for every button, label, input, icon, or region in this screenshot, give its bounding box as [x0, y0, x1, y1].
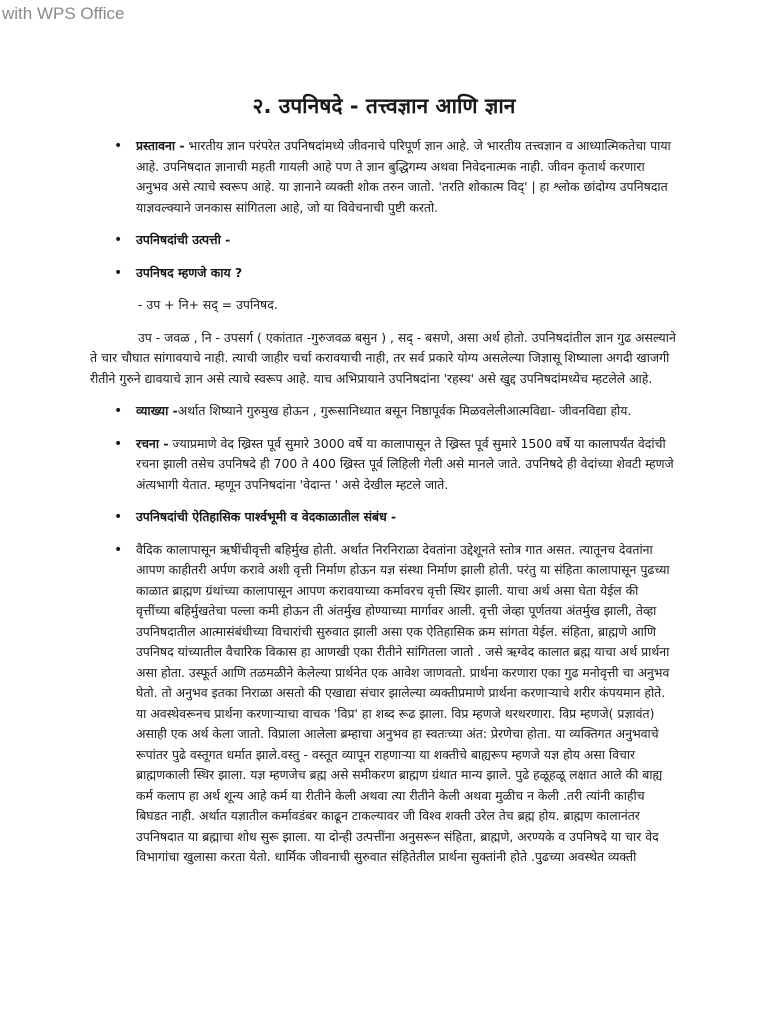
bullet-composition [136, 434, 676, 496]
document-body [0, 136, 768, 880]
bullet-history-text [136, 540, 676, 868]
bullet-history-heading [136, 507, 676, 528]
bullet-meaning-heading [136, 263, 676, 284]
history-heading: उपनिषदांची ऐतिहासिक पार्श्वभूमी व वेदकाळातील संबंध - [136, 509, 397, 524]
bullet-origin-heading [136, 230, 676, 251]
definition-label: व्याख्या - [136, 403, 178, 418]
upanishad-formula: - उप + नि+ सद् = उपनिषद. [138, 297, 278, 312]
wps-watermark: with WPS Office [2, 4, 125, 23]
introduction-label: प्रस्तावना - [136, 138, 185, 153]
origin-heading: उपनिषदांची उत्पत्ती - [136, 232, 231, 247]
meaning-paragraph: उप - जवळ , नि - उपसर्ग ( एकांतात -गुरुजवळ बसुन ) , सद् - बसणे, असा अर्थ होतो. उपनिषदांतील ज्ञान गुढ असल्याने ते चार चौघात सांगावयाचे नाही. त्याची जाहीर चर्चा करावयाची नाही, तर सर्व प्रकारे योग्य असलेल्या जिज्ञासू शिष्याला अगदी खाजगी रीतीने गुरुने द्यावयाचे ज्ञान असे त्याचे स्वरूप आहे. याच अभिप्रायाने उपनिषदांना 'रहस्य' असे खुद्द उपनिषदांमध्येच म्हटलेले आहे. [90, 329, 676, 386]
meaning-heading: उपनिषद म्हणजे काय ? [136, 264, 243, 280]
page-title: २. उपनिषदे - तत्त्वज्ञान आणि ज्ञान [252, 94, 516, 118]
history-text: वैदिक कालापासून ऋषींचीवृत्ती बहिर्मुख होती. अर्थात निरनिराळा देवतांना उद्देशूनते स्तोत्र गात असत. त्यातूनच देवतांना आपण काहीतरी अर्पण करावे अशी वृत्ती निर्माण होऊन यज्ञ संस्था निर्माण झाली होती. परंतु या संहिता कालापासून पुढच्या काळात ब्राह्मण ग्रंथांच्या कालापासून आपण करावयाच्या कर्मावरच वृत्ती स्थिर झाली. याचा अर्थ असा घेता येईल की वृत्तींच्या बहिर्मुखतेचा पल्ला कमी होऊन ती अंतर्मुख होण्याच्या मार्गावर आली. वृत्ती जेव्हा पूर्णतया अंतर्मुख झाली, तेव्हा उपनिषदातील आत्मासंबंधीच्या विचारांची सुरुवात झाली असा एक ऐतिहासिक क्रम सांगता येईल. संहिता, ब्राह्मणे आणि उपनिषद यांच्यातील वैचारिक विकास हा आणखी एका रीतीने सांगितला जातो . जसे ऋग्वेद कालात ब्रह्म याचा अर्थ प्रार्थना असा होता. उस्फूर्त आणि तळमळीने केलेल्या प्रार्थनेत एक आवेश जाणवतो. प्रार्थना करणारा एका गुढ मनोवृत्ती चा अनुभव घेतो. तो अनुभव इतका निराळा असतो की एखाद्या संचार झालेल्या व्यक्तीप्रमाणे प्रार्थना करणाऱ्याचे शरीर कंपयमान होते. या अवस्थेवरूनच प्रार्थना करणाऱ्याचा वाचक 'विप्र' हा शब्द रूढ झाला. विप्र म्हणजे थरथरणारा. विप्र म्हणजे( प्रज्ञावंत) असाही एक अर्थ केला जातो. विप्राला आलेला ब्रम्हाचा अनुभव हा स्वतःच्या अंत: प्रेरणेचा होता. या व्यक्तिगत अनुभवाचे रूपांतर पुढे वस्तूगत धर्मात झाले.वस्तु - वस्तूत व्यापून राहणाऱ्या या शक्तीचे बाह्यरूप म्हणजे यज्ञ होय असा विचार ब्राह्मणकाली स्थिर झाला. यज्ञ म्हणजेच ब्रह्म असे समीकरण ब्राह्मण ग्रंथात मान्य झाले. पुढे हळूहळू लक्षात आले की बाह्य कर्म कलाप हा अर्थ शून्य आहे कर्म या रीतीने केली अथवा त्या रीतीने केली अथवा मुळीच न केली .तरी त्यांनी काहीच बिघडत नाही. अर्थात यज्ञातील कर्मावडंबर काढून टाकल्यावर जी विश्व शक्ती उरेल तेच ब्रह्म होय. ब्राह्मण कालानंतर उपनिषदात या ब्रह्माचा शोध सुरू झाला. या दोन्ही उत्पत्तींना अनुसरून संहिता, ब्राह्मणे, अरण्यके व उपनिषदे या चार वेद विभागांचा खुलासा करता येतो. धार्मिक जीवनाची सुरुवात संहितेतील प्रार्थना सुक्तांनी होते .पुढच्या अवस्थेत व्यक्ती [136, 541, 670, 864]
bullet-introduction [136, 136, 676, 218]
definition-text: अर्थात शिष्याने गुरुमुख होऊन , गुरूसानिध्यात बसून निष्ठापूर्वक मिळवलेलीआत्मविद्या- जीवनविद्या होय. [177, 403, 632, 418]
bullet-definition [136, 401, 676, 422]
composition-text: ज्याप्रमाणे वेद ख्रिस्त पूर्व सुमारे 3000 वर्षे या कालापासून ते ख्रिस्त पूर्व सुमारे 1500 वर्षे या कालापर्यंत वेदांची रचना झाली तसेच उपनिषदे ही 700 ते 400 ख्रिस्त पूर्व लिहिली गेली असे मानले जाते. उपनिषदे ही वेदांच्या शेवटी म्हणजे अंत्यभागी येतात. म्हणून उपनिषदांना 'वेदान्त ' असे देखील म्हटले जाते. [136, 435, 674, 492]
composition-label: रचना - [136, 435, 169, 451]
introduction-text: भारतीय ज्ञान परंपरेत उपनिषदांमध्ये जीवनाचे परिपूर्ण ज्ञान आहे. जे भारतीय तत्त्वज्ञान व आध्यात्मिकतेचा पाया आहे. उपनिषदात ज्ञानाची महती गायली आहे पण ते ज्ञान बुद्धिगम्य अथवा निवेदनात्मक नाही. जीवन कृतार्थ करणारा अनुभव असे त्याचे स्वरूप आहे. या ज्ञानाने व्यक्ती शोक तरुन जातो. 'तरति शोकात्म विद्' | हा श्लोक छांदोग्य उपनिषदात याज्ञवल्क्याने जनकास सांगितला आहे, जो या विवेचनाची पुष्टी करतो. [136, 138, 671, 215]
